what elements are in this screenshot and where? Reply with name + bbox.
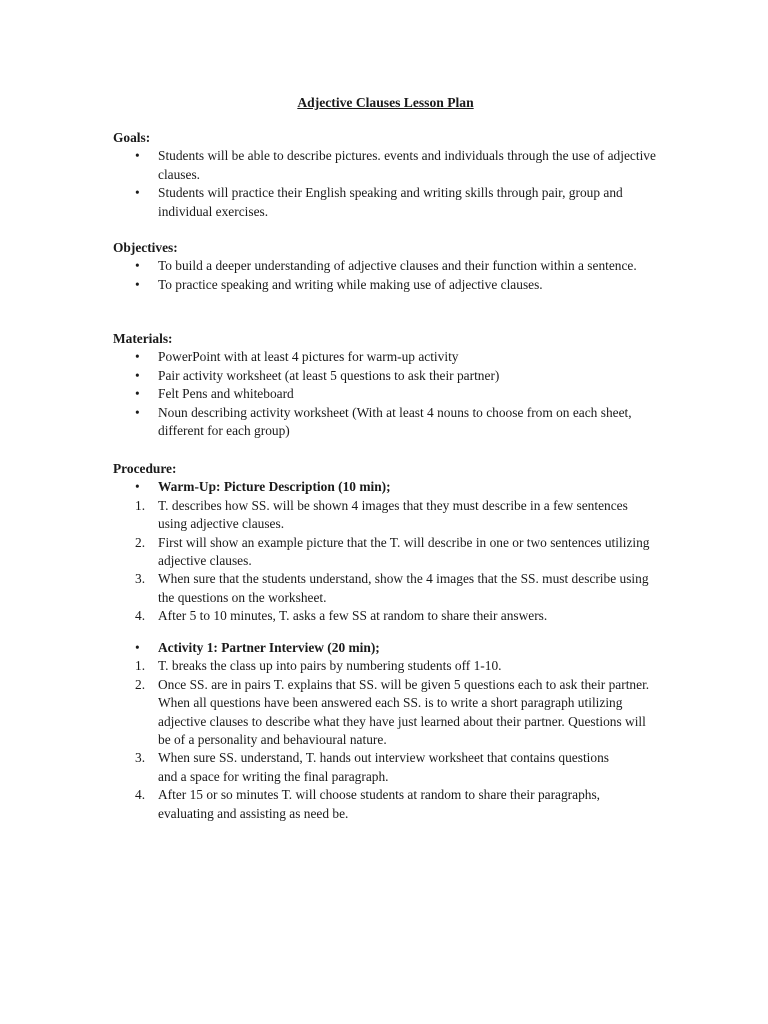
step-text: T. breaks the class up into pairs by numbering students off 1-10. [158, 658, 502, 674]
activity1-title-text: Activity 1: Partner Interview (20 min); [158, 640, 380, 655]
material-text: PowerPoint with at least 4 pictures for warm-up activity [158, 349, 459, 365]
objectives-heading: Objectives: [113, 240, 178, 255]
list-item [113, 497, 658, 534]
step-number: 1. [135, 497, 146, 513]
step-text: When sure SS. understand, T. hands out interview worksheet that contains questions and a space for writing the final paragraph. [158, 750, 609, 784]
step-number: 2. [135, 676, 146, 692]
material-text: Noun describing activity worksheet (With at least 4 nouns to choose from on each sheet, different for each group) [158, 404, 632, 439]
materials-heading: Materials: [113, 331, 173, 346]
step-text: First will show an example picture that the T. will describe in one or two sentences utilizing adjective clauses. [158, 534, 650, 569]
step-text: After 15 or so minutes T. will choose students at random to share their paragraphs, evaluating and assisting as need be. [158, 787, 601, 821]
list-item [113, 348, 678, 366]
bullet-icon: • [135, 349, 140, 365]
warmup-title [113, 478, 678, 496]
activity1-section [113, 639, 658, 823]
goals-list [113, 147, 658, 221]
list-item [113, 385, 678, 403]
activity1-block [113, 639, 658, 657]
list-item [113, 184, 628, 221]
list-item [113, 257, 658, 275]
bullet-icon: • [135, 367, 140, 383]
list-item [113, 786, 628, 823]
list-item [113, 534, 658, 571]
list-item [113, 276, 658, 294]
activity1-steps [113, 657, 658, 823]
goals-heading: Goals: [113, 130, 151, 145]
list-item [113, 367, 678, 385]
step-number: 3. [135, 571, 146, 587]
list-item [113, 749, 628, 786]
materials-list [113, 348, 658, 440]
step-text: Once SS. are in pairs T. explains that SS. will be given 5 questions each to ask their partner. When all questions have been answered each SS. is to write a short paragraph utilizing adjective clauses to describe what they have just learned about their partner. Questions will be of a personality and behavioural nature. [158, 676, 650, 748]
objective-text: To practice speaking and writing while making use of adjective clauses. [158, 276, 543, 292]
objectives-list [113, 257, 658, 294]
objective-text: To build a deeper understanding of adjective clauses and their function within a sentence. [158, 258, 637, 274]
material-text: Felt Pens and whiteboard [158, 386, 294, 402]
bullet-icon: • [135, 258, 140, 274]
bullet-icon: • [135, 148, 140, 164]
warmup-title-text: Warm-Up: Picture Description (10 min); [158, 479, 391, 495]
list-item [113, 404, 673, 441]
bullet-icon: • [135, 640, 140, 655]
procedure-section [113, 460, 658, 626]
list-item [113, 147, 658, 184]
materials-section [113, 330, 658, 440]
bullet-icon: • [135, 479, 140, 495]
bullet-icon: • [135, 276, 140, 292]
step-number: 4. [135, 608, 146, 624]
bullet-icon: • [135, 404, 140, 420]
procedure-heading: Procedure: [113, 461, 177, 476]
goal-text: Students will practice their English speaking and writing skills through pair, group and individual exercises. [158, 185, 623, 219]
bullet-icon: • [135, 386, 140, 402]
objectives-section [113, 239, 658, 294]
warmup-steps [113, 497, 658, 626]
step-text: After 5 to 10 minutes, T. asks a few SS at random to share their answers. [158, 608, 548, 624]
step-number: 2. [135, 534, 146, 550]
step-text: When sure that the students understand, show the 4 images that the SS. must describe using the questions on the worksheet. [158, 571, 649, 605]
list-item [113, 570, 658, 607]
activity1-title [113, 639, 678, 657]
goals-section [113, 129, 658, 221]
goal-text: Students will be able to describe pictures. events and individuals through the use of adjective clauses. [158, 148, 656, 182]
document-title: Adjective Clauses Lesson Plan [297, 95, 474, 110]
step-number: 3. [135, 750, 146, 766]
step-number: 4. [135, 787, 146, 803]
list-item [113, 607, 658, 625]
material-text: Pair activity worksheet (at least 5 questions to ask their partner) [158, 367, 500, 383]
warmup-block [113, 478, 658, 496]
step-number: 1. [135, 658, 146, 674]
bullet-icon: • [135, 185, 140, 201]
list-item [113, 657, 658, 675]
list-item [113, 676, 658, 750]
step-text: T. describes how SS. will be shown 4 images that they must describe in a few sentences using adjective clauses. [158, 497, 628, 532]
